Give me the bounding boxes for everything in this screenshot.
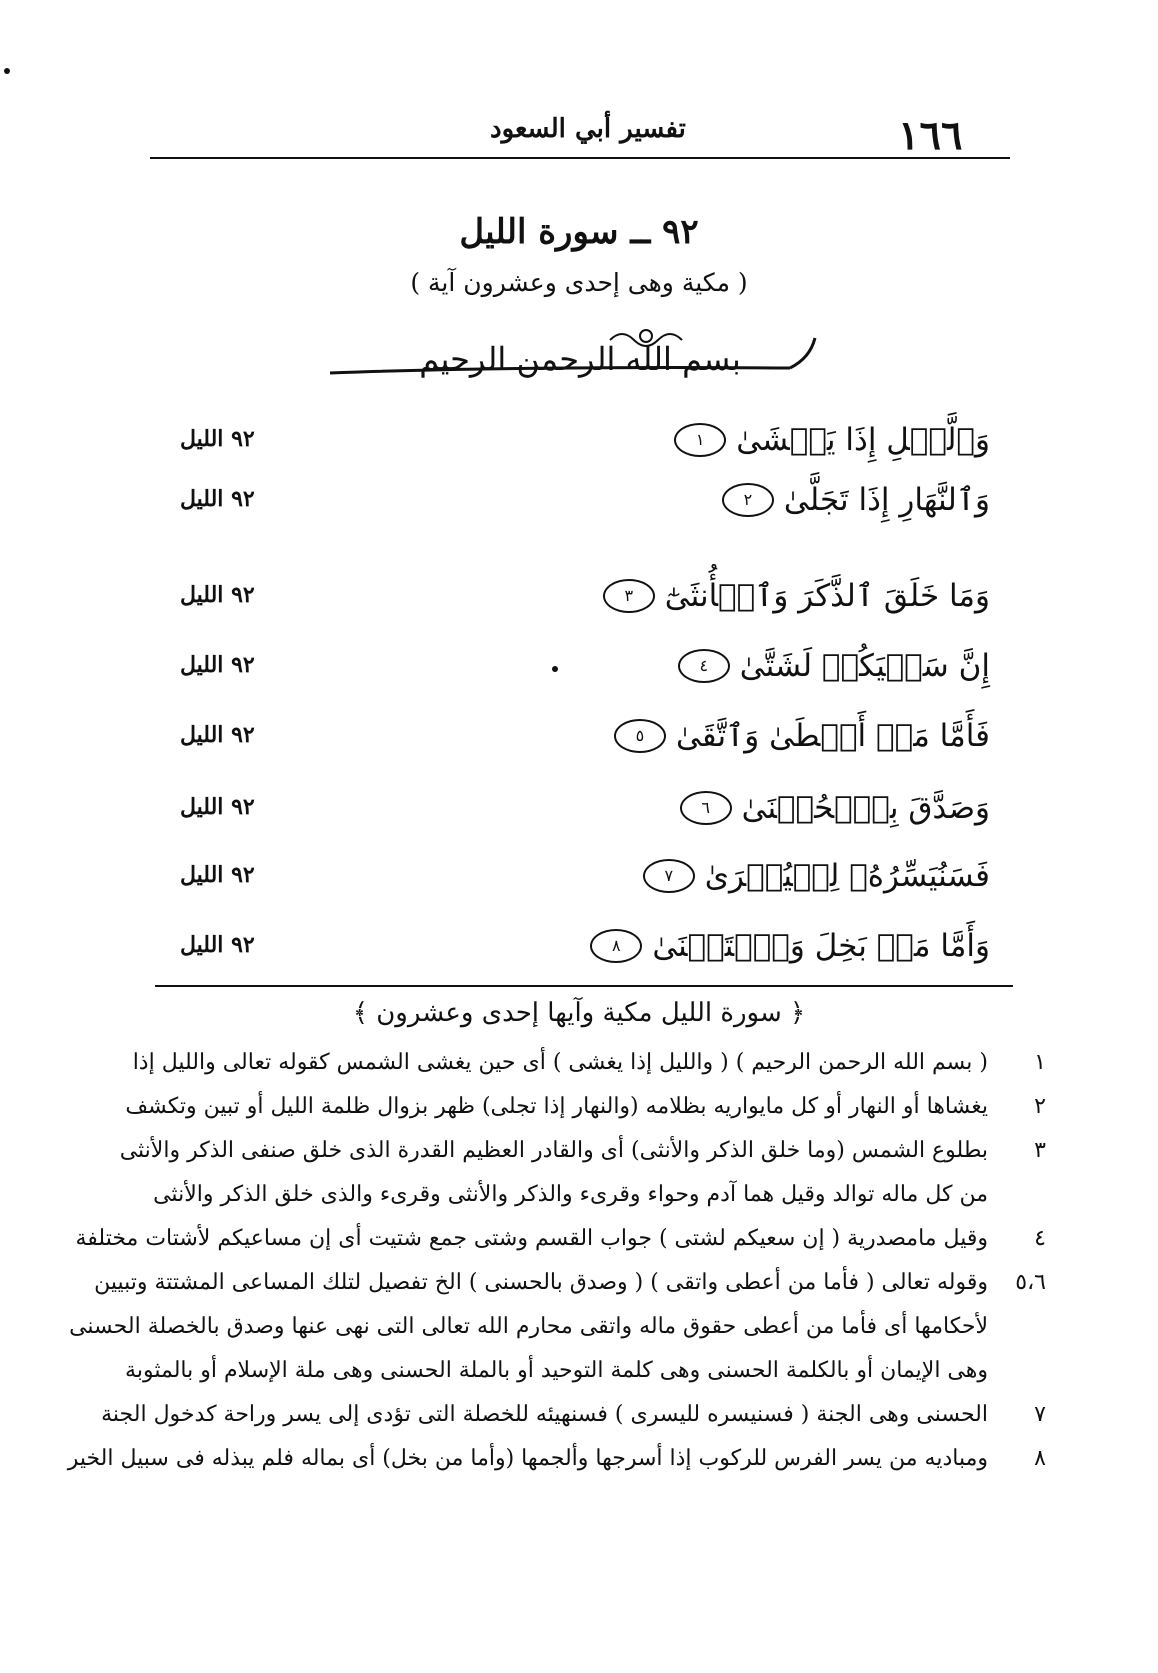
- verse-text: [590, 928, 990, 964]
- verse-row: [170, 482, 990, 532]
- verse-row: [170, 718, 990, 768]
- section-rule: [155, 985, 1013, 987]
- commentary-text: من كل ماله توالد وقيل هما آدم وحواء وقرىء والذكر والأنثى وقرىء والذى خلق الذكر والأنثى: [153, 1182, 988, 1207]
- verse-number-icon: ٣: [603, 579, 655, 613]
- commentary-line: [153, 1174, 1046, 1218]
- verse-reference: ٩٢ الليل: [180, 722, 255, 748]
- verse-text: [680, 790, 990, 826]
- commentary-text: الحسنى وهى الجنة ( فسنيسره لليسرى ) فسنهيئه للخصلة التى تؤدى إلى يسر وراحة كدخول الجنة: [101, 1402, 988, 1427]
- verse-number-icon: ١: [674, 423, 726, 457]
- verse-row: [170, 648, 990, 698]
- commentary-line: [125, 1350, 1046, 1394]
- verse-text: [678, 648, 990, 684]
- verse-number-icon: ٢: [722, 483, 774, 517]
- verse-text: [722, 482, 990, 518]
- verse-arabic: وَأَمَّا مَنۢ بَخِلَ وَٱسۡتَغۡنَىٰ: [652, 928, 990, 964]
- commentary-line: [69, 1306, 1046, 1350]
- commentary-text: لأحكامها أى فأما من أعطى حقوق ماله واتقى محارم الله تعالى التى نهى عنها وصدق بالخصلة الحسنى: [69, 1314, 988, 1339]
- verse-reference: ٩٢ الليل: [180, 486, 255, 512]
- verse-text: [603, 578, 990, 614]
- commentary-text: بطلوع الشمس (وما خلق الذكر والأنثى) أى والقادر العظيم القدرة الذى خلق صنفى الذكر والأنثى: [119, 1138, 988, 1163]
- running-title: تفسير أبي السعود: [490, 114, 686, 144]
- verse-arabic: وَمَا خَلَقَ ٱلذَّكَرَ وَٱلۡأُنثَىٰٓ: [664, 578, 990, 614]
- verse-row: [170, 790, 990, 840]
- basmala-text: بسم الله الرحمن الرحيم: [419, 340, 741, 378]
- verse-row: [170, 422, 990, 472]
- commentary-text: وقوله تعالى ( فأما من أعطى واتقى ) ( وصدق بالحسنى ) الخ تفصيل لتلك المساعى المشتتة وتبيين: [94, 1270, 988, 1295]
- verse-number-icon: ٧: [643, 859, 695, 893]
- verse-arabic: وَٱلَّيۡلِ إِذَا يَغۡشَىٰ: [736, 422, 990, 458]
- verse-row: [170, 578, 990, 628]
- commentary-line: [132, 1042, 1046, 1086]
- line-number: ٨: [1034, 1446, 1046, 1471]
- page-number: ١٦٦: [898, 112, 963, 159]
- verse-row: [170, 928, 990, 978]
- commentary-text: وقيل مامصدرية ( إن سعيكم لشتى ) جواب القسم وشتى جمع شتيت أى إن مساعيكم لأشتات مختلفة: [75, 1226, 988, 1251]
- commentary-title: ﴿ سورة الليل مكية وآيها إحدى وعشرون ﴾: [352, 998, 806, 1028]
- commentary-line: [75, 1218, 1046, 1262]
- commentary-text: ( بسم الله الرحمن الرحيم ) ( والليل إذا يغشى ) أى حين يغشى الشمس كقوله تعالى والليل إذا: [132, 1050, 988, 1075]
- line-number: ٥،٦: [1015, 1270, 1046, 1295]
- basmala-calligraphy: [310, 318, 850, 398]
- verse-reference: ٩٢ الليل: [180, 582, 255, 608]
- scan-speck: [552, 666, 558, 672]
- commentary-line: [67, 1438, 1046, 1482]
- verse-arabic: فَسَنُيَسِّرُهُۥ لِلۡيُسۡرَىٰ: [704, 858, 990, 894]
- verse-number-icon: ٦: [680, 791, 732, 825]
- verse-arabic: إِنَّ سَعۡيَكُمۡ لَشَتَّىٰ: [739, 648, 990, 684]
- verse-number-icon: ٨: [590, 929, 642, 963]
- verse-reference: ٩٢ الليل: [180, 932, 255, 958]
- verse-number-icon: ٤: [678, 649, 730, 683]
- verse-arabic: وَصَدَّقَ بِٱلۡحُسۡنَىٰ: [741, 790, 990, 826]
- scan-speck: [4, 68, 10, 74]
- commentary-line: [94, 1262, 1046, 1306]
- commentary-line: [119, 1130, 1046, 1174]
- surah-title: ٩٢ ــ سورة الليل: [459, 212, 699, 252]
- commentary-body: [67, 1042, 1046, 1482]
- verse-reference: ٩٢ الليل: [180, 652, 255, 678]
- commentary-text: ومباديه من يسر الفرس للركوب إذا أسرجها وألجمها (وأما من بخل) أى بماله فلم يبذله فى سبيل الخير: [67, 1446, 988, 1471]
- commentary-text: يغشاها أو النهار أو كل مايواريه بظلامه (والنهار إذا تجلى) ظهر بزوال ظلمة الليل أو تبين وتكشف: [125, 1094, 988, 1119]
- surah-subtitle: ( مكية وهى إحدى وعشرون آية ): [410, 268, 748, 297]
- header-rule: [150, 157, 1010, 159]
- verse-arabic: فَأَمَّا مَنۡ أَعۡطَىٰ وَٱتَّقَىٰ: [675, 718, 990, 754]
- commentary-line: [101, 1394, 1046, 1438]
- line-number: ٣: [1034, 1138, 1046, 1163]
- verse-row: [170, 858, 990, 908]
- verse-text: [614, 718, 990, 754]
- verse-reference: ٩٢ الليل: [180, 794, 255, 820]
- verse-reference: ٩٢ الليل: [180, 862, 255, 888]
- commentary-line: [125, 1086, 1046, 1130]
- verse-text: [674, 422, 990, 458]
- verse-arabic: وَٱلنَّهَارِ إِذَا تَجَلَّىٰ: [783, 482, 990, 518]
- line-number: ١: [1034, 1050, 1046, 1075]
- line-number: ٤: [1034, 1226, 1046, 1251]
- verse-number-icon: ٥: [614, 719, 666, 753]
- verse-text: [643, 858, 990, 894]
- verse-reference: ٩٢ الليل: [180, 426, 255, 452]
- commentary-text: وهى الإيمان أو بالكلمة الحسنى وهى كلمة التوحيد أو بالملة الحسنى وهى ملة الإسلام أو بالمثوبة: [125, 1358, 988, 1383]
- line-number: ٢: [1034, 1094, 1046, 1119]
- line-number: ٧: [1034, 1402, 1046, 1427]
